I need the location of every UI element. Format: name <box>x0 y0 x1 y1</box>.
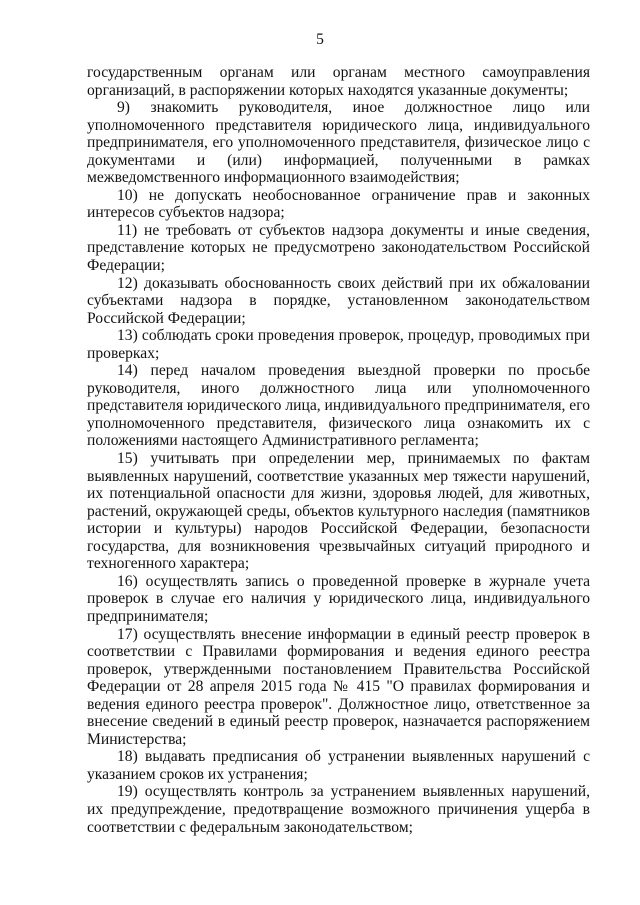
paragraph-item-10: 10) не допускать необоснованное ограничение прав и законных интересов субъектов надзора; <box>87 186 590 222</box>
paragraph-item-17: 17) осуществлять внесение информации в единый реестр проверок в соответствии с Правилами формирования и ведения единого реестра проверок, утвержденными постановлением Правительства Российской Федерации от 28 апреля 2015 года № 415 "О правилах формирования и ведения единого реестра проверок". Должностное лицо, ответственное за внесение сведений в единый реестр проверок, назначается распоряжением Министерства; <box>87 625 590 748</box>
paragraph-item-18: 18) выдавать предписания об устранении выявленных нарушений с указанием сроков их устранения; <box>87 748 590 783</box>
document-body <box>87 64 590 836</box>
paragraph-item-16: 16) осуществлять запись о проведенной проверке в журнале учета проверок в случае его наличия у юридического лица, индивидуального предпринимателя; <box>87 572 590 625</box>
paragraph-item-19: 19) осуществлять контроль за устранением выявленных нарушений, их предупреждение, предотвращение возможного причинения ущерба в соответствии с федеральным законодательством; <box>87 783 590 836</box>
paragraph-item-12: 12) доказывать обоснованность своих действий при их обжаловании субъектами надзора в порядке, установленном законодательством Российской Федерации; <box>87 274 590 327</box>
paragraph-item-13: 13) соблюдать сроки проведения проверок, процедур, проводимых при проверках; <box>87 327 590 362</box>
paragraph-item-15: 15) учитывать при определении мер, принимаемых по фактам выявленных нарушений, соответствие указанных мер тяжести нарушений, их потенциальной опасности для жизни, здоровья людей, для животных, растений, окружающей среды, объектов культурного наследия (памятников истории и культуры) народов Российской Федерации, безопасности государства, для возникновения чрезвычайных ситуаций природного и техногенного характера; <box>87 450 590 573</box>
paragraph-item-14: 14) перед началом проведения выездной проверки по просьбе руководителя, иного должностного лица или уполномоченного представителя юридического лица, индивидуального предпринимателя, его уполномоченного представителя, физического лица ознакомить их с положениями настоящего Административного регламента; <box>87 362 591 450</box>
paragraph-item-11: 11) не требовать от субъектов надзора документы и иные сведения, представление которых не предусмотрено законодательством Российской Федерации; <box>87 221 590 275</box>
paragraph-continuation: государственным органам или органам местного самоуправления организаций, в распоряжении которых находятся указанные документы; <box>87 64 590 99</box>
paragraph-item-9: 9) знакомить руководителя, иное должностное лицо или уполномоченного представителя юридического лица, индивидуального предпринимателя, его уполномоченного представителя, физическое лицо с документами и (или) информацией, полученными в рамках межведомственного информационного взаимодействия; <box>87 99 590 187</box>
page-number: 5 <box>316 31 324 48</box>
